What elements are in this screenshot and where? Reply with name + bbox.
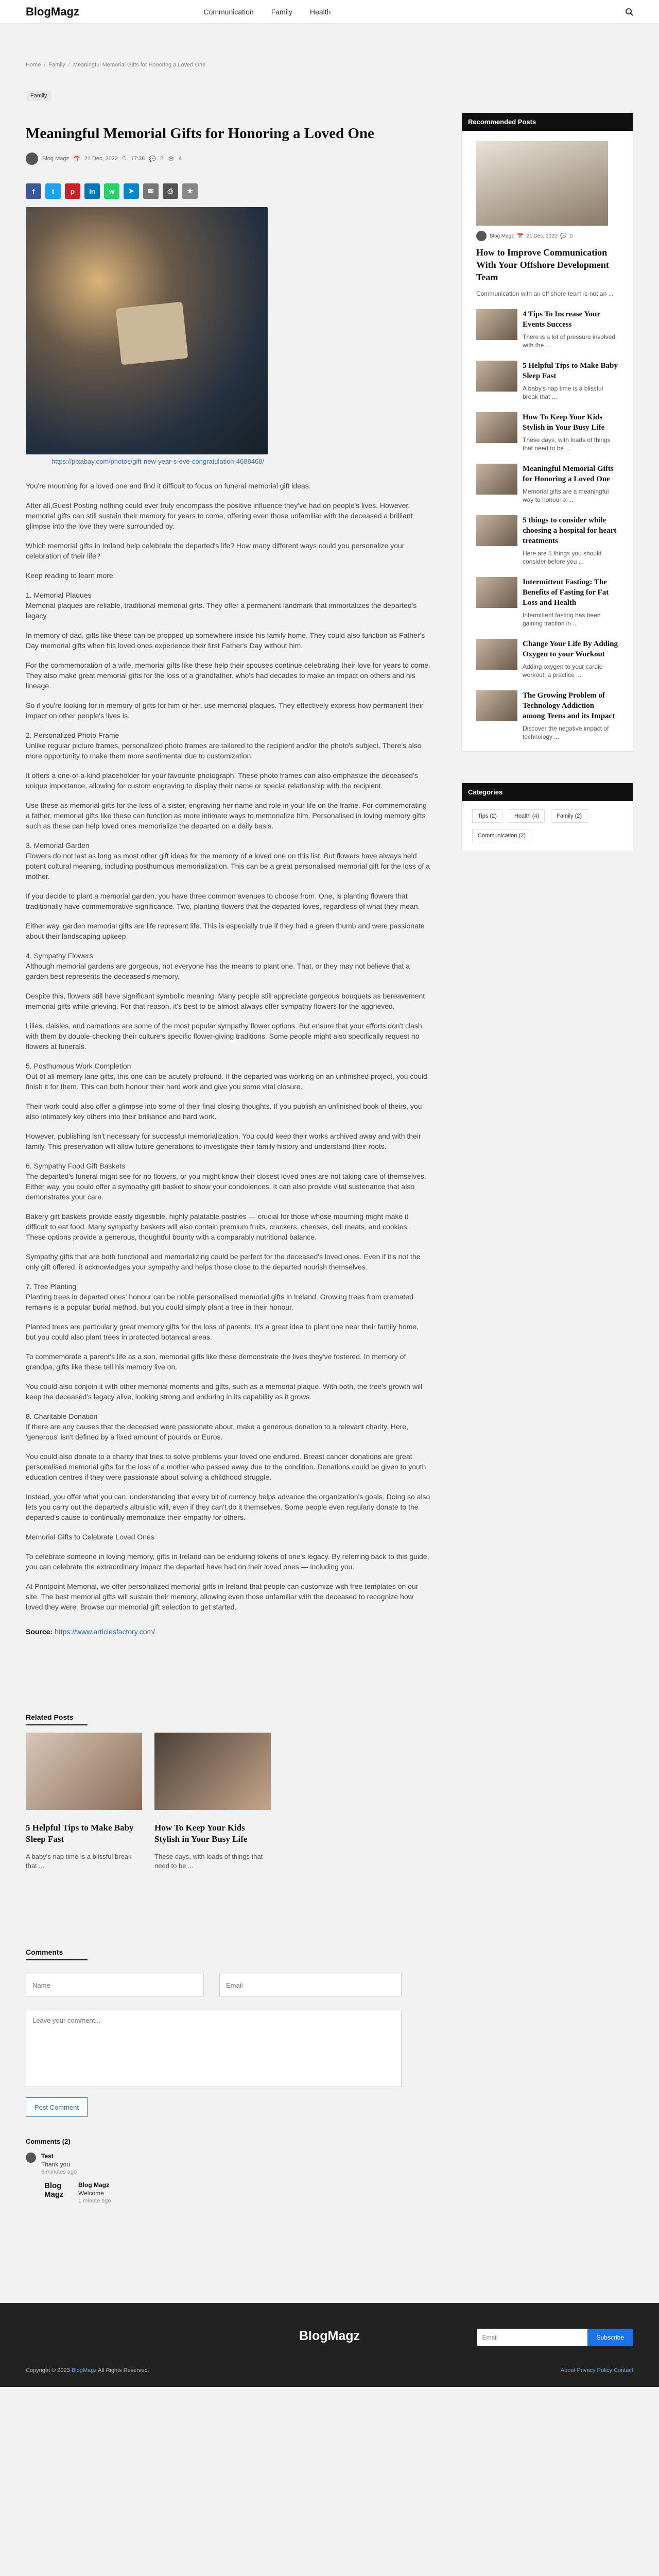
print-icon[interactable]: ⎙ <box>163 183 178 199</box>
featured-post-title[interactable]: How to Improve Communication With Your Offshore Development Team <box>476 247 609 282</box>
related-post-image[interactable] <box>26 1733 142 1810</box>
category-list <box>462 801 633 851</box>
recommended-post-thumb[interactable] <box>476 361 517 392</box>
recommended-post-title[interactable]: Intermittent Fasting: The Benefits of Fasting for Fat Loss and Health <box>523 578 609 607</box>
article-paragraph: Instead, you offer what you can, understanding that every bit of currency helps advance the organization's goals. Doing so also lets you carry out the departed's altruistic will, even if they can't do it themselves. Some people even regularly donate to the departed's cause to continually memorialize their empathy for others. <box>26 1493 430 1521</box>
author-name[interactable]: Blog Magz <box>42 156 69 162</box>
article-paragraph: To commemorate a parent's life as a son, memorial gifts like these demonstrate the lives they've fostered. In memory of grandpa, gifts like these tell his memory live on. <box>26 1352 406 1371</box>
twitter-icon[interactable]: t <box>45 183 61 199</box>
category-tag[interactable]: Family <box>26 91 51 101</box>
gift-box-shape <box>116 302 188 365</box>
article-paragraph: Despite this, flowers still have significant symbolic meaning. Many people still appreciate gorgeous bouquets as bereavement memorial gifts while grieving. For that reason, it's best to be almost always offer sympathy flowers for the aggrieved. <box>26 992 425 1010</box>
comment-time: 6 minutes ago <box>41 2169 77 2175</box>
recommended-post-title[interactable]: How To Keep Your Kids Stylish in Your Busy Life <box>523 413 605 432</box>
reply-author-logo: Blog Magz <box>44 2181 64 2199</box>
recommended-post-item[interactable] <box>476 577 618 628</box>
article-paragraph: Sympathy gifts that are both functional and memorializing could be perfect for the deceased's loved ones. Even if it's not the only gift offered, it acknowledges your sympathy and helps those close to the departed nourish themselves. <box>26 1252 421 1271</box>
featured-post-image[interactable] <box>476 141 608 226</box>
bookmark-icon[interactable]: ★ <box>182 183 198 199</box>
article-paragraph: Memorial Gifts to Celebrate Loved Ones <box>26 1533 154 1541</box>
comment-count: 0 <box>569 233 573 239</box>
recommended-post-excerpt: There is a lot of pressure involved with the ... <box>523 333 616 349</box>
article-paragraph: 7. Tree Planting Planting trees in departed ones' honour can be noble personalised memorial gifts in Ireland. Growing trees from cremated remains is a popular burial method, but you could simply plant a tree in their honour. <box>26 1282 413 1311</box>
categories-widget <box>461 783 633 851</box>
site-header <box>0 0 659 24</box>
widget-title: Recommended Posts <box>462 113 633 131</box>
widget-title: Categories <box>462 783 633 801</box>
source-link[interactable]: https://www.articlesfactory.com/ <box>55 1628 155 1636</box>
pinterest-icon[interactable]: p <box>65 183 80 199</box>
recommended-posts-widget <box>461 112 633 752</box>
article-paragraph: Keep reading to learn more. <box>26 571 115 580</box>
breadcrumb-category[interactable]: Family <box>48 62 65 68</box>
related-post-card[interactable] <box>154 1733 271 1871</box>
sidebar <box>461 24 633 2210</box>
recommended-post-item[interactable] <box>476 464 618 504</box>
recommended-list <box>476 309 618 741</box>
article-paragraph: After all,Guest Posting nothing could ever truly encompass the positive influence they've had on people's lives. However, memorial gifts can still sustain their memory for years to come, offering even those unfamiliar with the deceased a brilliant glimpse into the love they were surrounded by. <box>26 501 413 530</box>
related-post-card[interactable] <box>26 1733 142 1871</box>
telegram-icon[interactable]: ➤ <box>124 183 139 199</box>
recommended-post-item[interactable] <box>476 309 618 349</box>
article-paragraph: In memory of dad, gifts like these can be propped up somewhere inside his family home. They could also function as Father's Day memorial gifts when his loved ones experience their first Father's Day without him. <box>26 631 425 650</box>
recommended-post-thumb[interactable] <box>476 690 517 721</box>
author-name[interactable]: Blog Magz <box>490 233 514 239</box>
recommended-post-title[interactable]: The Growing Problem of Technology Addiction among Teens and its Impact <box>523 691 615 720</box>
nav-item-family[interactable]: Family <box>271 7 292 16</box>
breadcrumb-separator: / <box>68 62 70 68</box>
site-footer <box>0 2303 659 2387</box>
comment-time: 1 minute ago <box>78 2198 111 2204</box>
recommended-post-title[interactable]: Meaningful Memorial Gifts for Honoring a Loved One <box>523 465 614 483</box>
category-pill[interactable]: Health (4) <box>509 809 545 823</box>
nav-item-health[interactable]: Health <box>309 7 331 16</box>
recommended-post-excerpt: Here are 5 things you should consider before you ... <box>523 550 602 565</box>
comment-text: Welcome <box>78 2190 104 2197</box>
copyright <box>26 2367 149 2374</box>
recommended-post-item[interactable] <box>476 361 618 401</box>
post-date: 21 Dec, 2022 <box>526 233 558 239</box>
related-post-title[interactable]: 5 Helpful Tips to Make Baby Sleep Fast <box>26 1823 134 1844</box>
article-paragraph: You're mourning for a loved one and find it difficult to focus on funeral memorial gift ideas. <box>26 482 311 490</box>
author-avatar <box>476 231 487 241</box>
comment-count: 2 <box>160 156 164 162</box>
comment-textarea[interactable] <box>26 2010 402 2087</box>
comment-text: Thank you <box>41 2161 71 2168</box>
article-paragraph: If you decide to plant a memorial garden, you have three common avenues to choose from. One, is planting flowers that traditionally have commemorative significance. Two, planting flowers that the departed loves, regardless of what they mean. <box>26 892 420 910</box>
featured-post-excerpt: Communication with an off shore team is not an ... <box>476 290 614 297</box>
post-source <box>26 1628 430 1636</box>
article-paragraph: 6. Sympathy Food Gift Baskets The departed's funeral might see for no flowers, or you might know their closest loved ones are not taking care of themselves. Either way, you could offer a sympathy gift basket to show your condolences. It can also provide vital sustenance that also demonstrates your care. <box>26 1162 426 1201</box>
article-paragraph: However, publishing isn't necessary for successful memorialization. You could keep their works archived away and with their family. This preservation will allow future generations to investigate their family history and understand their roots. <box>26 1132 421 1150</box>
related-post-excerpt: These days, with loads of things that need to be ... <box>154 1853 263 1870</box>
view-count: 4 <box>179 156 182 162</box>
article-paragraph: 5. Posthumous Work Completion Out of all memory lane gifts, this one can be acutely profound. If the departed was working on an unfinished project, you could finish it for them. This can both honour their hard work and give you some vital closure. <box>26 1062 427 1091</box>
subscribe-button[interactable]: Subscribe <box>587 2329 633 2346</box>
category-pill[interactable]: Family (2) <box>551 809 587 823</box>
recommended-post-thumb[interactable] <box>476 639 517 670</box>
article-paragraph: It offers a one-of-a-kind placeholder for your favourite photograph. These photo frames can also emphasize the deceased's unique importance, allowing for custom engraving to display their name or special relationship with the recipient. <box>26 771 418 790</box>
hero-image <box>26 207 268 454</box>
footer-link-privacy[interactable]: Privacy Policy <box>577 2367 613 2374</box>
comment-item <box>26 2153 430 2175</box>
breadcrumb <box>26 24 430 91</box>
recommended-post-title[interactable]: 5 things to consider while choosing a hospital for heart treatments <box>523 516 617 545</box>
recommended-post-title[interactable]: 5 Helpful Tips to Make Baby Sleep Fast <box>523 362 618 380</box>
article-paragraph: 1. Memorial Plaques Memorial plaques are reliable, traditional memorial gifts. They offer a permanent landmark that immortalizes the departed's legacy. <box>26 591 417 620</box>
comment-icon: 💬 <box>560 233 567 239</box>
article-paragraph: 4. Sympathy Flowers Although memorial gardens are gorgeous, not everyone has the means to plant one. That, or they may not believe that a garden best represents the deceased's memory. <box>26 952 410 980</box>
recommended-post-title[interactable]: Change Your Life By Adding Oxygen to your Workout <box>523 640 618 658</box>
comments-form-title: Comments <box>26 1948 88 1960</box>
article-paragraph: 3. Memorial Garden Flowers do not last as long as most other gift ideas for the memory of a loved one on this list. But flowers have always held potent cultural meaning, including posthumous memorialization. This can be a great personalised memorial gift for the loss of a mother. <box>26 841 430 880</box>
comment-author: Blog Magz <box>78 2181 109 2189</box>
post-title: Meaningful Memorial Gifts for Honoring a Loved One <box>26 125 374 142</box>
recommended-post-thumb[interactable] <box>476 309 517 340</box>
article-paragraph: For the commemoration of a wife, memorial gifts like these help their spouses continue celebrating their love for years to come. They also make great memorial gifts for the loss of a grandfather, who's had decades to make an impact on others and his lineage. <box>26 661 430 690</box>
footer-link-contact[interactable]: Contact <box>614 2367 633 2374</box>
related-post-title[interactable]: How To Keep Your Kids Stylish in Your Busy Life <box>154 1823 248 1844</box>
comment-icon: 💬 <box>149 156 156 162</box>
article-paragraph: So if you're looking for in memory of gifts for him or her, use memorial plaques. They effectively express how permanent their impact on other people's lives is. <box>26 701 424 720</box>
recommended-post-thumb[interactable] <box>476 515 517 546</box>
name-input[interactable] <box>26 1974 204 1996</box>
recommended-post-excerpt: Intermittent fasting has been gaining traction in ... <box>523 612 601 627</box>
subscribe-form <box>477 2329 633 2346</box>
calendar-icon: 📅 <box>73 156 80 162</box>
article-paragraph: You could also donate to a charity that tries to solve problems your loved one endured. Breast cancer donations are great personalised memorial gifts for the loss of a mother who passed away due to the condition. Donations could be given to youth education centres if they were passionate about solving a childhood struggle. <box>26 1452 426 1481</box>
search-icon[interactable] <box>625 8 633 16</box>
recommended-post-item[interactable] <box>476 639 618 679</box>
featured-post-meta <box>476 231 618 241</box>
breadcrumb-home[interactable]: Home <box>26 62 41 68</box>
article-paragraph: 8. Charitable Donation If there are any causes that the deceased were passionate about, make a generous donation to a relevant charity. Here, 'generous' isn't defined by a fixed amount of pounds or Euros. <box>26 1412 408 1441</box>
article-body <box>26 481 430 1612</box>
related-post-excerpt: A baby's nap time is a blissful break that ... <box>26 1853 132 1870</box>
recommended-post-excerpt: Adding oxygen to your cardio workout, a practice ... <box>523 663 603 679</box>
site-logo[interactable]: BlogMagz <box>26 5 79 18</box>
post-date: 21 Dec, 2022 <box>84 156 118 162</box>
email-icon[interactable]: ✉ <box>143 183 159 199</box>
footer-logo[interactable]: BlogMagz <box>299 2329 360 2343</box>
footer-links <box>561 2367 633 2374</box>
recommended-post-item[interactable] <box>476 515 618 566</box>
article-paragraph: Which memorial gifts in Ireland help celebrate the departed's life? How many different ways could you personalize your celebration of their life? <box>26 541 405 560</box>
post-meta <box>26 152 430 165</box>
recommended-post-excerpt: Memorial gifts are a meaningful way to honour a ... <box>523 488 609 503</box>
recommended-post-excerpt: Discover the negative impact of technology ... <box>523 725 609 740</box>
email-input[interactable] <box>219 1974 402 1996</box>
image-caption[interactable]: https://pixabay.com/photos/gift-new-year-s-eve-congratulation-4688468/ <box>51 457 265 465</box>
source-label: Source: <box>26 1628 53 1636</box>
related-posts <box>26 1733 430 1871</box>
article-paragraph: Either way, garden memorial gifts are life represent life. This is especially true if they had a green thumb and were passionate about their landscaping upkeep. <box>26 922 425 940</box>
article-paragraph: At Printpoint Memorial, we offer personalized memorial gifts in Ireland that people can customize with free templates on our site. The best memorial gifts will sustain their memory, allowing even those unfamiliar with the deceased to recognize how loved they were. Browse our memorial gift selection to get started. <box>26 1582 419 1611</box>
post-time: 17:38 <box>130 156 145 162</box>
eye-icon: 👁 <box>167 156 175 162</box>
recommended-post-item[interactable] <box>476 690 618 741</box>
article-paragraph: Lilies, daisies, and carnations are some of the most popular sympathy flower options. But ensure that your efforts don't clash with them by double-checking their culture's specific flower-giving traditions. Some people might also specifically request no flowers at funerals. <box>26 1022 422 1050</box>
article-paragraph: Planted trees are particularly great memory gifts for the loss of parents. It's a great idea to plant one near their family home, but you could also plant trees in protected botanical areas. <box>26 1323 419 1341</box>
article-paragraph: Bakery gift baskets provide easily digestible, highly palatable pastries — crucial for those whose mourning might make it difficult to eat food. Many sympathy baskets will also contain premium fruits, crackers, cheeses, deli meats, and cookies. These options provide a generous, thoughtful bounty with a comparably nutritional balance. <box>26 1212 409 1241</box>
share-buttons <box>26 183 430 199</box>
main-nav <box>203 8 331 16</box>
recommended-post-thumb[interactable] <box>476 464 517 495</box>
recommended-post-title[interactable]: 4 Tips To Increase Your Events Success <box>523 310 600 329</box>
breadcrumb-current: Meaningful Memorial Gifts for Honoring a Loved One <box>73 62 206 68</box>
post-comment-button[interactable]: Post Comment <box>26 2097 88 2117</box>
article-paragraph: Their work could also offer a glimpse into some of their final closing thoughts. If you publish an unfinished book of theirs, you also intimately key others into their brilliance and hard work. <box>26 1102 422 1121</box>
article-paragraph: To celebrate someone in loving memory, gifts in Ireland can be enduring tokens of one's legacy. By referring back to this guide, you can celebrate the extraordinary impact the departed have had on their loved ones — including you. <box>26 1552 429 1571</box>
subscribe-email-input[interactable] <box>477 2329 587 2346</box>
commenter-avatar <box>26 2153 36 2163</box>
article-paragraph: You could also conjoin it with other memorial moments and gifts, such as a memorial plaque. With both, the tree's growth will keep the deceased's legacy alive, looking strong and enduring in its capability as it grows. <box>26 1382 423 1401</box>
footer-link-about[interactable]: About <box>560 2367 576 2374</box>
copyright-prefix: Copyright © 2023 <box>26 2367 70 2374</box>
comments-count: Comments (2) <box>26 2138 71 2145</box>
category-pill[interactable]: Tips (2) <box>472 809 502 823</box>
whatsapp-icon[interactable]: w <box>104 183 119 199</box>
footer-bottom <box>26 2367 633 2374</box>
comment-reply <box>44 2181 430 2204</box>
comment-form-row <box>26 1974 430 1996</box>
related-posts-title: Related Posts <box>26 1713 88 1725</box>
copyright-suffix: All Rights Reserved. <box>98 2367 149 2374</box>
category-pill[interactable]: Communication (2) <box>472 829 531 842</box>
breadcrumb-separator: / <box>44 62 46 68</box>
nav-item-communication[interactable]: Communication <box>203 7 254 16</box>
comment-author: Test <box>41 2153 54 2160</box>
article-paragraph: 2. Personalized Photo Frame Unlike regular picture frames, personalized photo frames are tailored to the recipient and/or the photo's subject. There's also more opportunity to make them more sentimental due to customization. <box>26 731 422 760</box>
calendar-icon: 📅 <box>517 233 524 239</box>
main-content <box>26 24 430 2210</box>
recommended-post-excerpt: A baby's nap time is a blissful break that ... <box>523 385 603 400</box>
article-paragraph: Use these as memorial gifts for the loss of a sister, engraving her name and role in your life on the frame. For commemorating a father, memorial gifts like these can function as more intimate ways to memorialize him. Personalised in loving memory gifts such as these can help loved ones memorialize the departed on a daily basis. <box>26 801 427 830</box>
recommended-post-thumb[interactable] <box>476 412 517 443</box>
page-container <box>26 24 633 2210</box>
related-post-image[interactable] <box>154 1733 271 1810</box>
copyright-brand-link[interactable]: BlogMagz <box>71 2367 97 2374</box>
clock-icon: ⏱ <box>122 155 127 162</box>
author-avatar <box>26 152 38 165</box>
recommended-post-thumb[interactable] <box>476 577 517 608</box>
linkedin-icon[interactable]: in <box>84 183 100 199</box>
facebook-icon[interactable]: f <box>26 183 41 199</box>
recommended-post-item[interactable] <box>476 412 618 452</box>
recommended-post-excerpt: These days, with loads of things that need to be ... <box>523 436 611 452</box>
